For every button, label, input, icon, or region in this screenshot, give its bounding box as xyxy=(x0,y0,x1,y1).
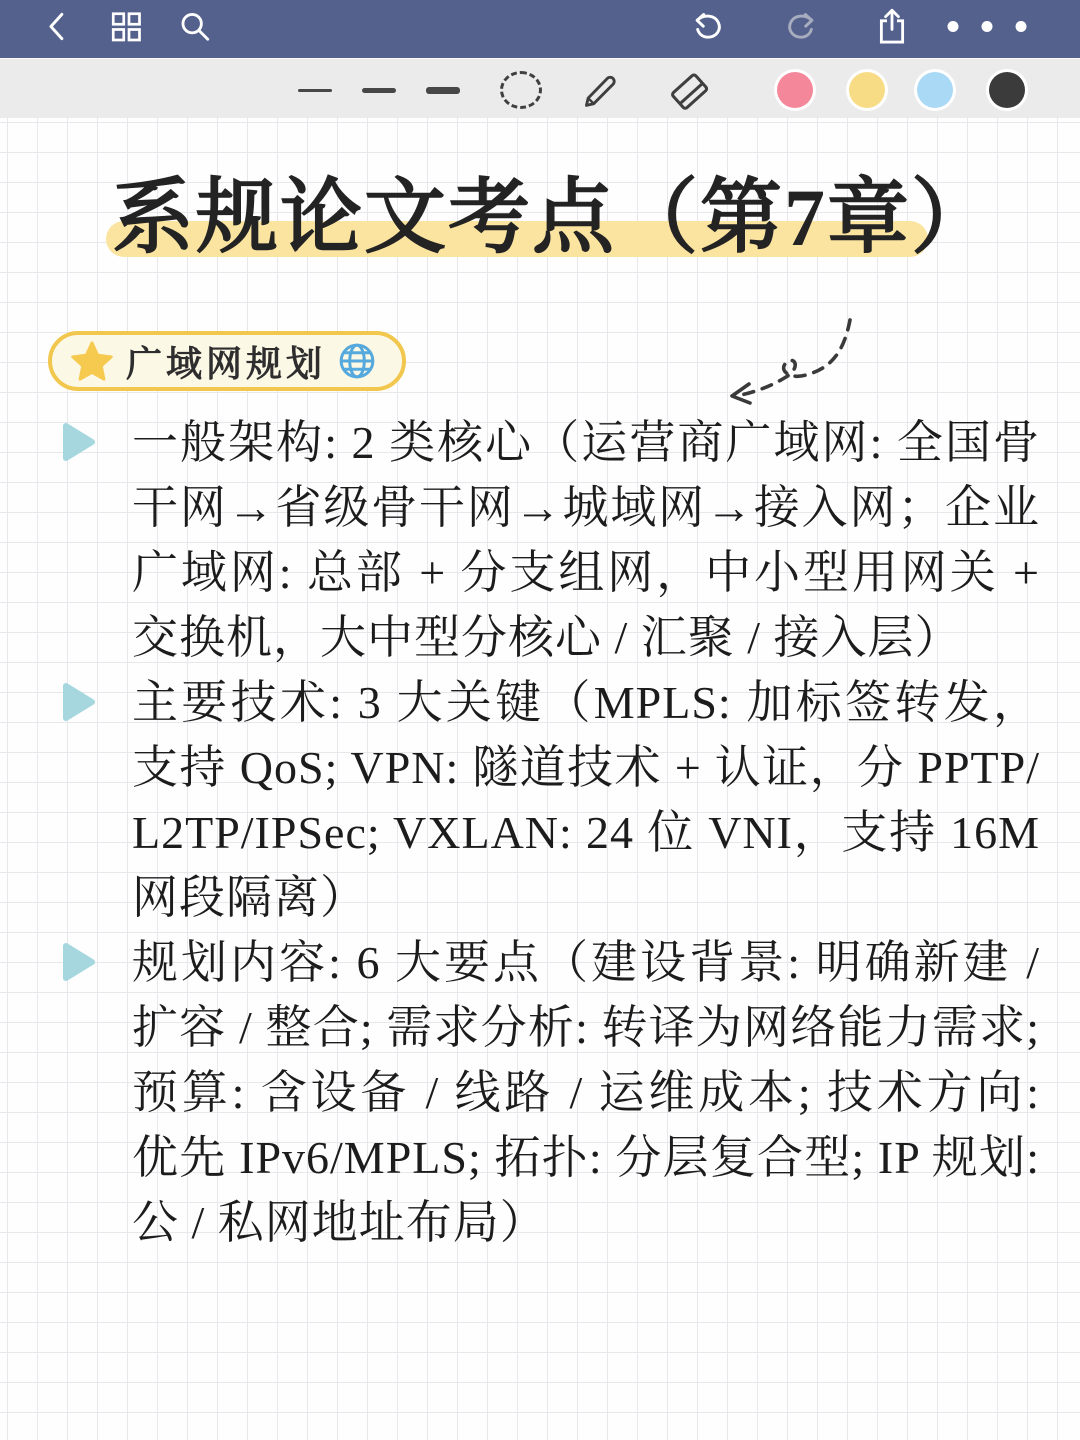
list-item-text: 主要技术: 3 大关键（MPLS: 加标签转发，支持 QoS; VPN: 隧道技术 + 认证，分 PPTP/L2TP/IPSec; VXLAN: 24 位 VNI，支持 16M 网段隔离） xyxy=(132,677,1040,923)
globe-icon xyxy=(338,342,376,380)
color-swatch-blue[interactable] xyxy=(917,72,953,108)
stroke-size-medium-button[interactable] xyxy=(362,88,396,93)
eraser-icon xyxy=(666,69,712,113)
pencil-icon xyxy=(578,69,622,113)
top-navigation-bar xyxy=(0,0,1080,58)
triangle-bullet-icon xyxy=(62,682,96,722)
redo-button[interactable] xyxy=(783,11,821,48)
undo-icon xyxy=(688,11,726,43)
chevron-left-icon xyxy=(42,10,72,44)
share-button[interactable] xyxy=(875,7,909,52)
color-swatch-black[interactable] xyxy=(989,72,1025,108)
search-button[interactable] xyxy=(178,10,212,49)
stroke-size-thick-button[interactable] xyxy=(426,87,460,94)
color-swatch-pink[interactable] xyxy=(777,72,813,108)
ellipsis-icon xyxy=(942,20,1034,34)
pen-toolbar xyxy=(0,58,1080,118)
more-options-button[interactable] xyxy=(942,20,1034,39)
list-item-text: 一般架构: 2 类核心（运营商广域网: 全国骨干网→省级骨干网→城域网→接入网；企业广域网: 总部 + 分支组网，中小型用网关 + 交换机，大中型分核心 / 汇聚 / 接入层） xyxy=(132,417,1040,663)
dashed-curved-arrow-doodle xyxy=(690,296,890,414)
star-icon xyxy=(70,340,114,382)
pages-overview-button[interactable] xyxy=(108,9,144,50)
eraser-tool-button[interactable] xyxy=(666,69,712,118)
color-swatch-yellow[interactable] xyxy=(849,72,885,108)
search-icon xyxy=(178,10,212,44)
topic-badge-label: 广域网规划 xyxy=(126,343,327,384)
four-squares-grid-icon xyxy=(108,9,144,45)
triangle-bullet-icon xyxy=(62,942,96,982)
note-title: 系规论文考点（第7章） xyxy=(112,172,996,263)
list-item-text: 规划内容: 6 大要点（建设背景: 明确新建 / 扩容 / 整合; 需求分析: 转译为网络能力需求; 预算: 含设备 / 线路 / 运维成本; 技术方向: 优先 IPv6/MPLS; 拓扑: 分层复合型; IP 规划: 公 / 私网地址布局） xyxy=(132,937,1040,1248)
lasso-tool-button[interactable] xyxy=(500,71,542,109)
redo-icon xyxy=(783,11,821,43)
share-icon xyxy=(875,7,909,47)
back-button[interactable] xyxy=(42,10,72,49)
list-item xyxy=(62,410,1040,670)
undo-button[interactable] xyxy=(688,11,726,48)
pen-tool-button[interactable] xyxy=(578,69,622,118)
notes-list xyxy=(62,410,1040,1255)
list-item xyxy=(62,670,1040,930)
stroke-size-thin-button[interactable] xyxy=(298,89,332,92)
triangle-bullet-icon xyxy=(62,422,96,462)
list-item xyxy=(62,930,1040,1255)
topic-badge xyxy=(48,331,406,391)
